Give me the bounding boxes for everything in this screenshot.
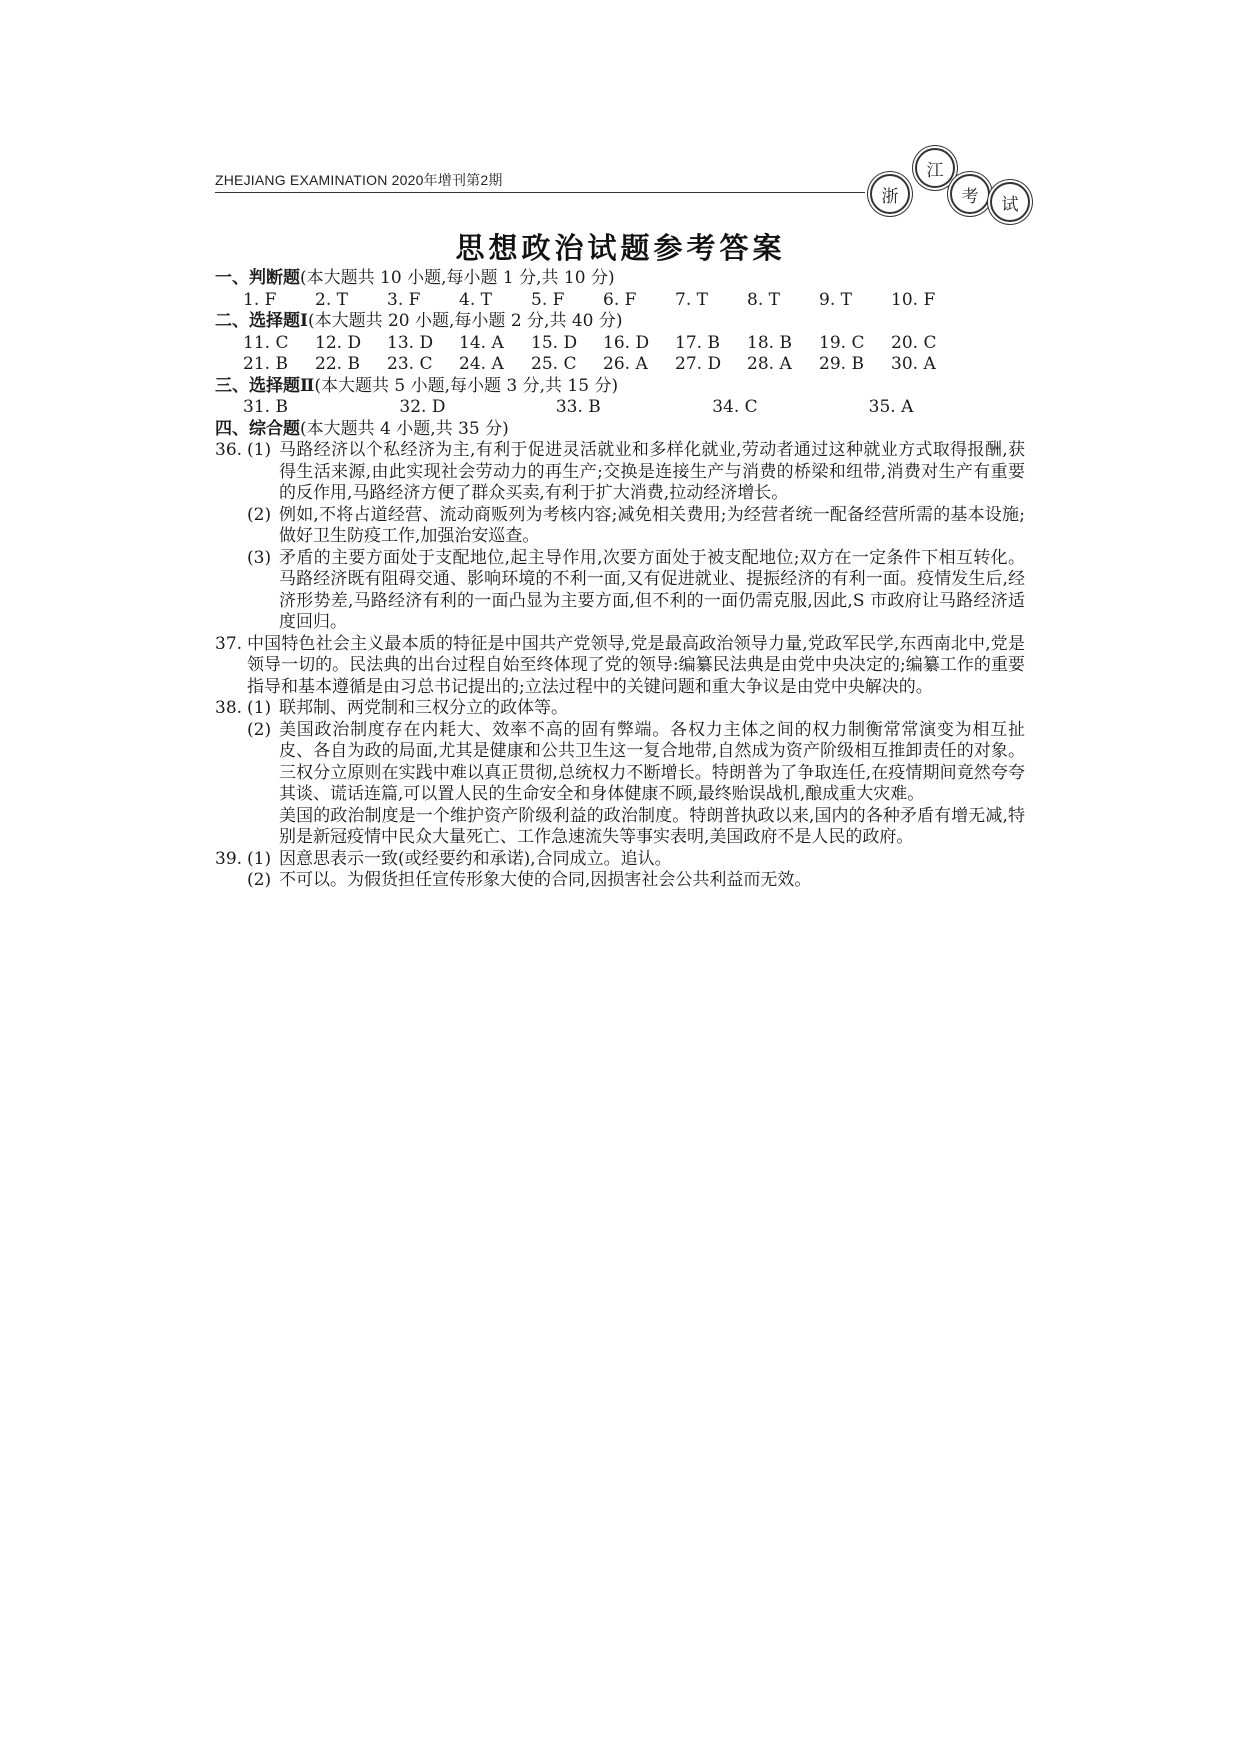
answer-9: 9. T — [819, 289, 852, 310]
question-37-number: 37. — [215, 633, 243, 654]
part-label: (1) — [247, 440, 272, 460]
answer-17: 17. B — [675, 332, 720, 353]
seal-kao: 考 — [950, 174, 990, 214]
question-37-text: 中国特色社会主义最本质的特征是中国共产党领导,党是最高政治领导力量,党政军民学,东西南北中,党是领导一切的。民法典的出台过程自始至终体现了党的领导:编纂民法典是由党中央决定的;编纂工作的重要指导和基本遵循是由习总书记提出的;立法过程中的关键问题和重大争议是由党中央解决的。 — [247, 633, 1025, 697]
question-36-part-2 — [215, 505, 1025, 548]
question-36 — [215, 440, 1025, 505]
section-3-answers — [215, 397, 1025, 419]
part-label: (2) — [247, 870, 272, 890]
answer-29: 29. B — [819, 354, 864, 374]
answer-25: 25. C — [531, 354, 577, 374]
section-3-title: 三、选择题Ⅱ — [215, 375, 315, 396]
part-text: 马路经济以个私经济为主,有利于促进灵活就业和多样化就业,劳动者通过这种就业方式取得报酬,获得生活来源,由此实现社会劳动力的再生产;交换是连接生产与消费的桥梁和纽带,消费对生产有重要的反作用,马路经济方便了群众买卖,有利于扩大消费,拉动经济增长。 — [279, 440, 1025, 503]
answer-30: 30. A — [891, 354, 936, 374]
part-text: 例如,不将占道经营、流动商贩列为考核内容;减免相关费用;为经营者统一配备经营所需的基本设施;做好卫生防疫工作,加强治安巡查。 — [279, 504, 1025, 546]
answer-22: 22. B — [315, 354, 360, 374]
section-2-heading — [215, 311, 1025, 333]
header-rule — [215, 192, 865, 193]
question-36-part-1 — [247, 440, 1025, 505]
answer-26: 26. A — [603, 354, 648, 374]
section-2-answers-row-1 — [215, 333, 1025, 355]
answer-33: 33. B — [555, 397, 601, 417]
section-2-answers-row-2 — [215, 354, 1025, 376]
question-39 — [215, 849, 1025, 871]
section-2-note: (本大题共 20 小题,每小题 2 分,共 40 分) — [307, 311, 623, 331]
section-4-title: 四、综合题 — [215, 418, 300, 439]
question-36-part-3 — [215, 548, 1025, 634]
part-text: 矛盾的主要方面处于支配地位,起主导作用,次要方面处于被支配地位;双方在一定条件下相互转化。马路经济既有阻碍交通、影响环境的不利一面,又有促进就业、提振经济的有利一面。疫情发生后,经济形势差,马路经济有利的一面凸显为主要方面,但不利的一面仍需克服,因此,S 市政府让马路经济适度回归。 — [279, 547, 1025, 632]
seal-zhe: 浙 — [870, 174, 910, 214]
answer-21: 21. B — [243, 354, 288, 374]
section-2-title: 二、选择题Ⅰ — [215, 311, 308, 331]
page-header — [215, 160, 1035, 220]
section-1-note: (本大题共 10 小题,每小题 1 分,共 10 分) — [300, 268, 615, 288]
answer-content — [215, 268, 1025, 892]
answer-28: 28. A — [747, 354, 792, 374]
answer-3: 3. F — [387, 289, 421, 310]
question-38-part-1 — [247, 698, 1025, 720]
section-3-note: (本大题共 5 小题,每小题 3 分,共 15 分) — [314, 375, 619, 396]
part-label: (1) — [247, 848, 272, 869]
answer-7: 7. T — [675, 289, 708, 310]
answer-31: 31. B — [243, 397, 288, 417]
part-text: 不可以。为假货担任宣传形象大使的合同,因损害社会公共利益而无效。 — [279, 870, 812, 890]
answer-23: 23. C — [387, 354, 433, 374]
seal-shi: 试 — [990, 182, 1030, 222]
section-1-title: 一、判断题 — [215, 268, 300, 288]
answer-34: 34. C — [712, 397, 758, 417]
part-label: (1) — [247, 698, 272, 718]
answer-2: 2. T — [315, 289, 348, 310]
answer-4: 4. T — [459, 289, 492, 310]
page-title: 思想政治试题参考答案 — [455, 231, 786, 265]
part-label: (3) — [247, 547, 272, 568]
question-39-number: 39. — [215, 848, 243, 869]
answer-15: 15. D — [531, 332, 578, 353]
question-36-number: 36. — [215, 440, 243, 460]
answer-35: 35. A — [868, 397, 914, 417]
answer-14: 14. A — [459, 332, 504, 353]
answer-1: 1. F — [243, 289, 277, 310]
answer-5: 5. F — [531, 289, 565, 310]
section-1-answers — [215, 290, 1025, 312]
question-38-part-2 — [215, 720, 1025, 806]
section-3-heading — [215, 376, 1025, 398]
answer-16: 16. D — [603, 332, 650, 353]
question-38-number: 38. — [215, 698, 243, 718]
part-text: 联邦制、两党制和三权分立的政体等。 — [279, 698, 568, 718]
answer-32: 32. D — [399, 397, 446, 417]
answer-8: 8. T — [747, 289, 780, 310]
header-text: ZHEJIANG EXAMINATION 2020年增刊第2期 — [215, 172, 503, 188]
answer-18: 18. B — [747, 332, 792, 353]
answer-24: 24. A — [459, 354, 504, 374]
question-38-part-2-continued: 美国的政治制度是一个维护资产阶级利益的政治制度。特朗普执政以来,国内的各种矛盾有增无减,特别是新冠疫情中民众大量死亡、工作急速流失等事实表明,美国政府不是人民的政府。 — [279, 805, 1025, 847]
answer-19: 19. C — [819, 332, 865, 353]
part-text: 美国政治制度存在内耗大、效率不高的固有弊端。各权力主体之间的权力制衡常常演变为相互扯皮、各自为政的局面,尤其是健康和公共卫生这一复合地带,自然成为资产阶级相互推卸责任的对象。三权分立原则在实践中难以真正贯彻,总统权力不断增长。特朗普为了争取连任,在疫情期间竟然夸夸其谈、谎话连篇,可以置人民的生命安全和身体健康不顾,最终贻误战机,酿成重大灾难。 — [279, 719, 1025, 804]
answer-13: 13. D — [387, 332, 434, 353]
section-1-heading — [215, 268, 1025, 290]
answer-10: 10. F — [891, 289, 936, 310]
section-4-heading — [215, 419, 1025, 441]
question-39-part-2 — [215, 870, 1025, 892]
question-37 — [215, 634, 1025, 699]
question-38 — [215, 698, 1025, 720]
answer-11: 11. C — [243, 332, 289, 353]
part-text: 因意思表示一致(或经要约和承诺),合同成立。追认。 — [279, 848, 672, 869]
seal-jiang: 江 — [915, 148, 955, 188]
answer-20: 20. C — [891, 332, 937, 353]
section-4-note: (本大题共 4 小题,共 35 分) — [300, 418, 509, 439]
part-label: (2) — [247, 504, 272, 525]
question-39-part-1 — [247, 849, 1025, 871]
answer-27: 27. D — [675, 354, 722, 374]
answer-12: 12. D — [315, 332, 362, 353]
answer-6: 6. F — [603, 289, 637, 310]
part-label: (2) — [247, 719, 272, 740]
